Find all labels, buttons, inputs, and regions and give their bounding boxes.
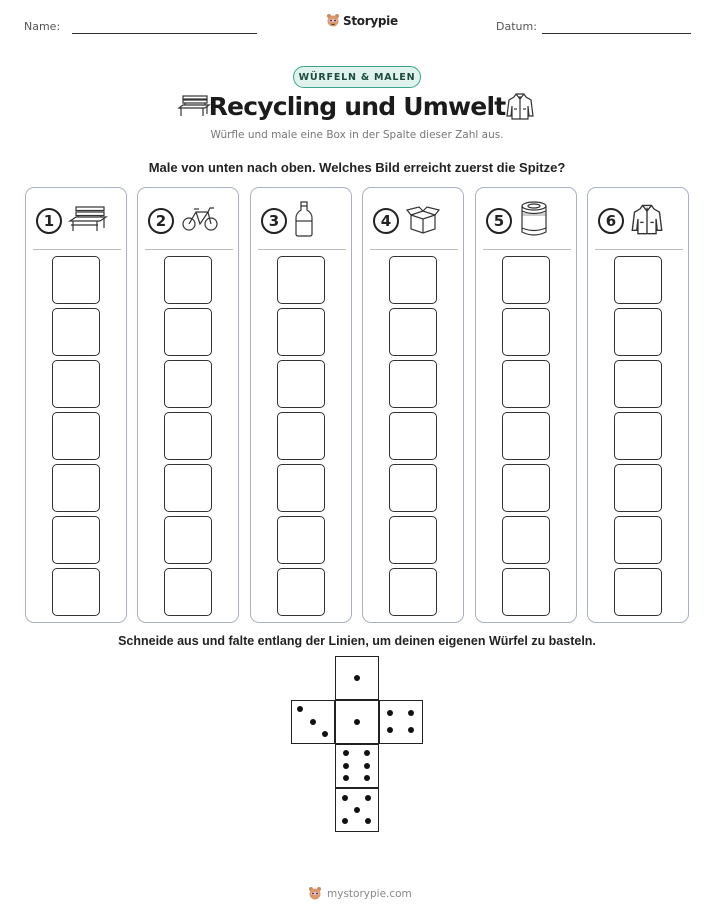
- column-divider: [258, 249, 346, 250]
- jacket-icon: [505, 91, 535, 121]
- column-number: 1: [36, 208, 62, 234]
- column-header: [486, 204, 570, 238]
- die-face-3: [291, 700, 335, 744]
- die-pip: [343, 775, 349, 781]
- column-divider: [33, 249, 121, 250]
- can-icon: [518, 201, 550, 242]
- color-box[interactable]: [389, 516, 437, 564]
- die-face-5: [335, 788, 379, 832]
- color-box[interactable]: [389, 568, 437, 616]
- column-number: 6: [598, 208, 624, 234]
- color-box[interactable]: [277, 256, 325, 304]
- die-pip: [387, 710, 393, 716]
- color-box[interactable]: [52, 412, 100, 460]
- column-divider: [595, 249, 683, 250]
- box-icon: [405, 204, 441, 239]
- color-box[interactable]: [502, 568, 550, 616]
- brand-name: Storypie: [343, 14, 398, 28]
- column-divider: [370, 249, 458, 250]
- cut-instruction: Schneide aus und falte entlang der Linien, um deinen eigenen Würfel zu basteln.: [118, 634, 596, 648]
- bicycle-icon: [180, 204, 220, 239]
- die-pip: [365, 795, 371, 801]
- column-1: [25, 187, 127, 623]
- die-pip: [364, 775, 370, 781]
- column-header: [261, 204, 345, 238]
- die-pip: [297, 706, 303, 712]
- column-number: 3: [261, 208, 287, 234]
- column-2: [137, 187, 239, 623]
- color-box[interactable]: [52, 256, 100, 304]
- column-header: [36, 204, 120, 238]
- color-box[interactable]: [614, 464, 662, 512]
- color-box[interactable]: [52, 516, 100, 564]
- die-pip: [408, 727, 414, 733]
- jacket-icon: [630, 202, 664, 241]
- column-4: [362, 187, 464, 623]
- color-box[interactable]: [389, 308, 437, 356]
- column-6: [587, 187, 689, 623]
- column-header: [598, 204, 682, 238]
- color-box[interactable]: [614, 568, 662, 616]
- column-5: [475, 187, 577, 623]
- color-box[interactable]: [277, 308, 325, 356]
- color-box[interactable]: [389, 256, 437, 304]
- die-pip: [322, 731, 328, 737]
- column-number: 4: [373, 208, 399, 234]
- die-pip: [365, 818, 371, 824]
- die-pip: [343, 763, 349, 769]
- color-box[interactable]: [614, 360, 662, 408]
- column-number: 5: [486, 208, 512, 234]
- color-box[interactable]: [389, 360, 437, 408]
- die-face-6: [335, 744, 379, 788]
- color-box[interactable]: [277, 464, 325, 512]
- bottle-icon: [293, 201, 315, 242]
- color-box[interactable]: [277, 568, 325, 616]
- storypie-mascot-icon: [308, 886, 322, 902]
- color-box[interactable]: [502, 360, 550, 408]
- die-pip: [364, 763, 370, 769]
- color-box[interactable]: [502, 412, 550, 460]
- die-pip: [354, 807, 360, 813]
- color-box[interactable]: [389, 412, 437, 460]
- color-box[interactable]: [614, 412, 662, 460]
- footer-url[interactable]: mystorypie.com: [327, 888, 412, 900]
- color-box[interactable]: [52, 464, 100, 512]
- die-pip: [310, 719, 316, 725]
- column-header: [148, 204, 232, 238]
- die-pip: [387, 727, 393, 733]
- die-pip: [343, 750, 349, 756]
- color-box[interactable]: [164, 516, 212, 564]
- die-face-1: [335, 656, 379, 700]
- storypie-mascot-icon: [326, 13, 340, 29]
- color-box[interactable]: [502, 256, 550, 304]
- color-box[interactable]: [277, 516, 325, 564]
- color-box[interactable]: [389, 464, 437, 512]
- color-box[interactable]: [164, 360, 212, 408]
- color-box[interactable]: [164, 308, 212, 356]
- color-box[interactable]: [164, 412, 212, 460]
- die-pip: [354, 675, 360, 681]
- color-box[interactable]: [277, 412, 325, 460]
- column-divider: [483, 249, 571, 250]
- subtitle: Würfle und male eine Box in der Spalte dieser Zahl aus.: [210, 129, 504, 141]
- color-box[interactable]: [164, 256, 212, 304]
- question: Male von unten nach oben. Welches Bild erreicht zuerst die Spitze?: [148, 160, 566, 175]
- die-pip: [364, 750, 370, 756]
- column-header: [373, 204, 457, 238]
- bench-icon: [68, 204, 108, 239]
- color-box[interactable]: [164, 464, 212, 512]
- die-pip: [354, 719, 360, 725]
- color-box[interactable]: [52, 568, 100, 616]
- color-box[interactable]: [614, 516, 662, 564]
- column-divider: [145, 249, 233, 250]
- color-box[interactable]: [164, 568, 212, 616]
- color-box[interactable]: [52, 360, 100, 408]
- color-box[interactable]: [502, 464, 550, 512]
- date-label: Datum:: [496, 20, 537, 33]
- date-line[interactable]: [542, 33, 691, 34]
- die-pip: [408, 710, 414, 716]
- color-box[interactable]: [614, 308, 662, 356]
- die-pip: [342, 818, 348, 824]
- column-number: 2: [148, 208, 174, 234]
- color-box[interactable]: [52, 308, 100, 356]
- name-line[interactable]: [72, 33, 257, 34]
- color-box[interactable]: [277, 360, 325, 408]
- footer: [308, 886, 412, 902]
- die-face-4: [379, 700, 423, 744]
- column-3: [250, 187, 352, 623]
- page-title: Recycling und Umwelt: [208, 92, 506, 121]
- color-box[interactable]: [614, 256, 662, 304]
- activity-badge: WÜRFELN & MALEN: [293, 66, 421, 88]
- color-box[interactable]: [502, 308, 550, 356]
- brand-logo: [326, 13, 398, 29]
- die-face-1: [335, 700, 379, 744]
- color-box[interactable]: [502, 516, 550, 564]
- name-label: Name:: [24, 20, 61, 33]
- die-pip: [342, 795, 348, 801]
